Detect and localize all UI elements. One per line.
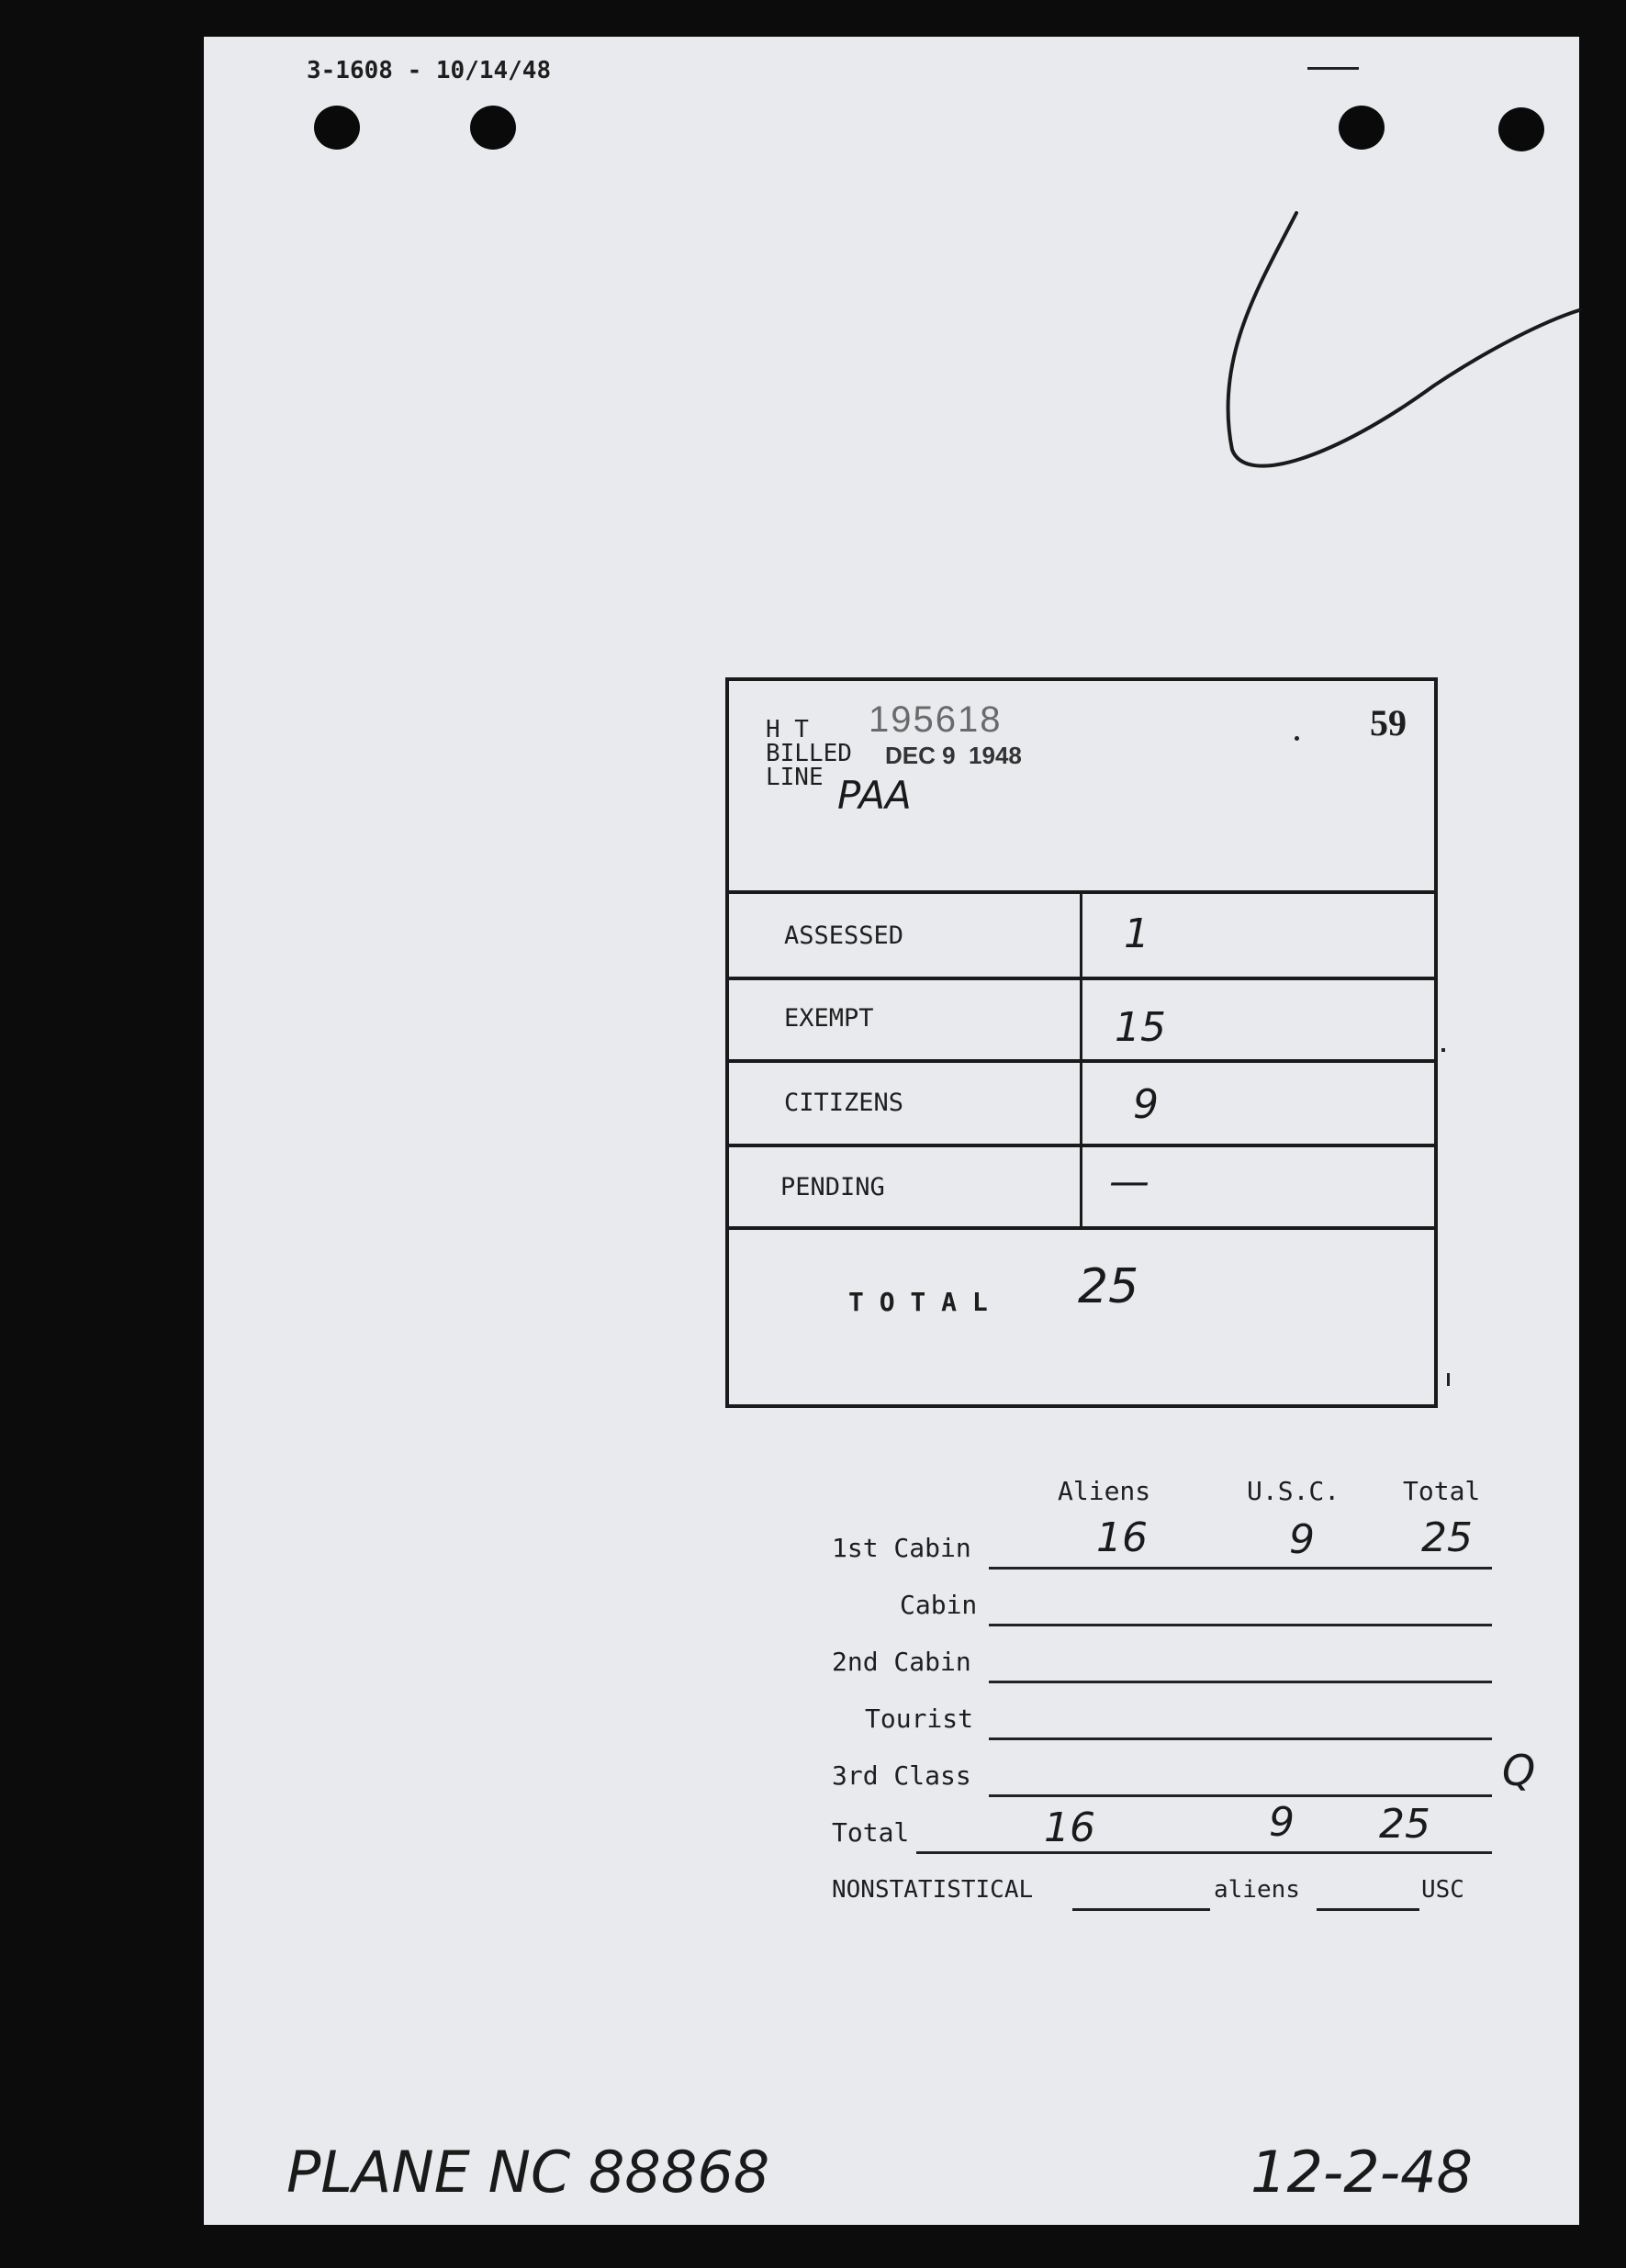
- 1st-cabin-usc: 9: [1289, 1516, 1315, 1563]
- billed-date-stamp: DEC 9 1948: [885, 742, 1022, 769]
- nonstatistical-label: NONSTATISTICAL: [832, 1876, 1034, 1904]
- line-label: LINE: [766, 764, 824, 791]
- assessed-label: ASSESSED: [784, 922, 904, 950]
- nonstat-underline: [1072, 1908, 1210, 1911]
- form-number: 3-1608 - 10/14/48: [307, 57, 552, 84]
- punch-hole: [1339, 106, 1385, 150]
- usc-underline: [1317, 1908, 1419, 1911]
- row-label-tourist: Tourist: [865, 1704, 974, 1734]
- pending-label: PENDING: [780, 1173, 885, 1201]
- box-divider: [729, 1059, 1434, 1063]
- column-usc: U.S.C.: [1247, 1476, 1340, 1506]
- billing-box: [725, 677, 1438, 1408]
- usc-label: USC: [1421, 1876, 1464, 1904]
- row-underline: [916, 1851, 1492, 1854]
- ht-label: H T: [766, 716, 809, 743]
- total-aliens: 16: [1044, 1804, 1095, 1851]
- punch-hole: [1498, 107, 1544, 151]
- column-total: Total: [1403, 1476, 1481, 1506]
- row-underline: [989, 1567, 1492, 1570]
- exempt-label: EXEMPT: [784, 1004, 874, 1033]
- assessed-value: 1: [1124, 911, 1149, 957]
- row-underline: [989, 1737, 1492, 1740]
- row-underline: [989, 1681, 1492, 1683]
- citizens-value: 9: [1133, 1081, 1159, 1128]
- ht-number-stamp: 195618: [869, 699, 1003, 740]
- exempt-value: 15: [1115, 1004, 1166, 1051]
- total-value: 25: [1078, 1259, 1139, 1314]
- line-value: PAA: [837, 773, 912, 818]
- punch-hole: [470, 106, 516, 150]
- check-mark-stroke: [1195, 211, 1581, 505]
- row-underline: [989, 1624, 1492, 1626]
- plane-number: PLANE NC 88868: [286, 2139, 770, 2206]
- row-label-2nd-cabin: 2nd Cabin: [832, 1647, 971, 1677]
- stray-mark: [1447, 1373, 1450, 1386]
- stray-mark: [1441, 1048, 1445, 1052]
- 1st-cabin-aliens: 16: [1096, 1514, 1148, 1561]
- aliens-label: aliens: [1214, 1876, 1300, 1904]
- column-aliens: Aliens: [1058, 1476, 1151, 1506]
- box-divider: [729, 977, 1434, 980]
- top-right-mark: [1307, 67, 1359, 70]
- pending-value: —: [1109, 1158, 1149, 1205]
- handwritten-date: 12-2-48: [1250, 2139, 1473, 2206]
- citizens-label: CITIZENS: [784, 1089, 904, 1117]
- margin-mark: Q: [1502, 1746, 1536, 1795]
- row-label-3rd-class: 3rd Class: [832, 1760, 971, 1791]
- row-underline: [989, 1794, 1492, 1797]
- document-page: [204, 37, 1579, 2225]
- punch-hole: [314, 106, 360, 150]
- billed-label: BILLED: [766, 740, 852, 767]
- row-label-1st-cabin: 1st Cabin: [832, 1533, 971, 1563]
- row-label-cabin: Cabin: [900, 1590, 978, 1620]
- 1st-cabin-total: 25: [1421, 1514, 1473, 1561]
- total-label: T O T A L: [848, 1287, 988, 1317]
- page-number: 59: [1370, 702, 1407, 743]
- row-label-total: Total: [832, 1817, 910, 1848]
- box-divider: [729, 1144, 1434, 1147]
- box-column-divider: [1080, 890, 1082, 1226]
- total-total: 25: [1379, 1801, 1430, 1848]
- box-divider: [729, 1226, 1434, 1230]
- total-usc: 9: [1269, 1799, 1295, 1846]
